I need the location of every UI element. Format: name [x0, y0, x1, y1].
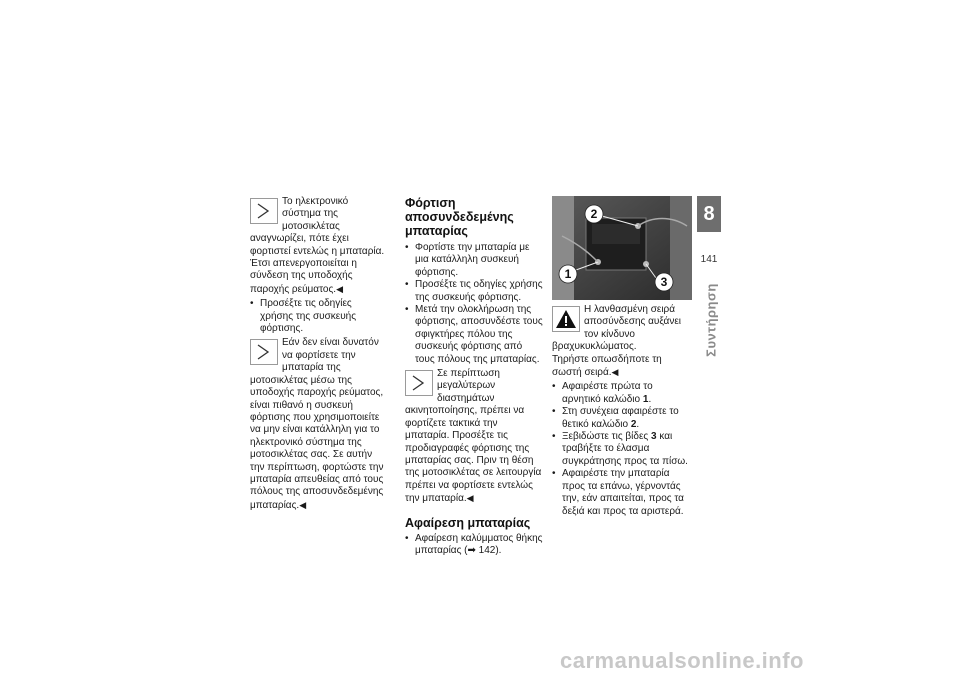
- column-3: [552, 196, 692, 520]
- step-text: .: [648, 393, 652, 405]
- list-item: • Φορτίστε την μπαταρία με μια κατάλληλη συσκευή φόρτισης.: [405, 242, 543, 279]
- bullet-list: [405, 533, 543, 558]
- step-text: Αφαιρέστε πρώτα το αρνητικό καλώδιο: [562, 381, 653, 405]
- column-2: [405, 196, 543, 559]
- list-item: [552, 431, 692, 468]
- step-text: και τραβήξτε το έλασμα συγκράτησης προς τα πίσω.: [562, 431, 688, 467]
- chapter-tab: 8: [697, 196, 721, 232]
- note-icon: [250, 339, 278, 365]
- step-text: Ξεβιδώστε τις βίδες: [562, 431, 652, 443]
- callout-label-3: 3: [660, 275, 668, 289]
- watermark: carmanualsonline.info: [560, 648, 804, 673]
- end-mark-icon: ◀: [611, 367, 619, 378]
- callout-label-1: 1: [564, 267, 572, 281]
- warning-text: Η λανθασμένη σειρά αποσύνδεσης αυξάνει τον κίνδυνο βραχυκυκλώματος.: [552, 304, 682, 353]
- warning-text-2: Τηρήστε οπωσδήποτε τη σωστή σειρά.: [552, 353, 662, 379]
- callout-label-2: 2: [590, 207, 598, 221]
- page-number: 141: [700, 254, 718, 265]
- note-1-text: Το ηλεκτρονικό σύστημα της μοτοσικλέτας αναγνωρίζει, πότε έχει φορτιστεί εντελώς η μπαταρία. Έτσι απενεργοποιείται η σύνδεση της υποδοχής παροχής ρεύματος.: [250, 196, 385, 295]
- heading-removal: Αφαίρεση μπαταρίας: [405, 515, 531, 530]
- note-2-text: Εάν δεν είναι δυνατόν να φορτίσετε την μπαταρία της μοτοσικλέτας μέσω της υποδοχής παροχής ρεύματος, είναι πιθανό η συσκευή φόρτισης που χρησιμοποιείτε να μην είναι κατάλληλη για το ηλεκτρονικό σύστημα της μοτοσικλέτας σας. Σε αυτήν την περίπτωση, φορτώστε την μπαταρία απευθείας από τους πόλους της αποσυνδεδεμένης μπαταρίας.: [250, 337, 384, 511]
- info-note-3: [405, 368, 543, 505]
- note-icon: [250, 198, 278, 224]
- list-item: • Αφαιρέστε την μπαταρία προς τα επάνω, γέρνοντάς την, εάν απαιτείται, προς τα δεξιά και προς τα αριστερά.: [552, 468, 692, 518]
- step-ref: 3: [651, 431, 657, 443]
- warning-note: [552, 304, 692, 354]
- note-icon: [405, 370, 433, 396]
- bullet-list: [250, 298, 385, 335]
- end-mark-icon: ◀: [299, 499, 307, 510]
- heading-charging: Φόρτιση αποσυνδεδεμένης μπαταρίας: [405, 196, 514, 238]
- step-list: [552, 381, 692, 517]
- list-item: • Προσέξτε τις οδηγίες χρήσης της συσκευής φόρτισης.: [405, 279, 543, 304]
- info-note-2: [250, 337, 385, 512]
- list-item: • Μετά την ολοκλήρωση της φόρτισης, αποσυνδέστε τους σφιγκτήρες πόλου της συσκευής φόρτισης από τους πόλους της μπαταρίας.: [405, 304, 543, 366]
- column-1: [250, 196, 385, 512]
- info-note-1: [250, 196, 385, 296]
- end-mark-icon: ◀: [466, 493, 474, 504]
- section-title: Συντήρηση: [703, 283, 719, 357]
- step-ref: 2: [630, 418, 637, 430]
- battery-photo: [552, 196, 692, 300]
- end-mark-icon: ◀: [336, 283, 343, 294]
- step-text: .: [636, 418, 640, 430]
- note-3-text: Σε περίπτωση μεγαλύτερων διαστημάτων ακινητοποίησης, πρέπει να φορτίζετε τακτικά την μπαταρία. Προσέξτε τις προδιαγραφές φόρτισης της μπαταρίας σας. Πριν τη θέση της μοτοσικλέτας σε λειτουργία πρέπει να φορτίσετε εντελώς την μπαταρία.: [405, 368, 542, 505]
- list-item: [552, 406, 692, 431]
- step-ref: 1: [642, 393, 649, 405]
- step-text: Στη συνέχεια αφαιρέστε το θετικό καλώδιο: [562, 406, 679, 430]
- list-item: [552, 381, 692, 406]
- warning-icon: [552, 306, 580, 332]
- list-item: • Προσέξτε τις οδηγίες χρήσης της συσκευής φόρτισης.: [250, 298, 385, 335]
- bullet-list: [405, 242, 543, 366]
- list-item: • Αφαίρεση καλύμματος θήκης μπαταρίας (➡ 142).: [405, 533, 543, 558]
